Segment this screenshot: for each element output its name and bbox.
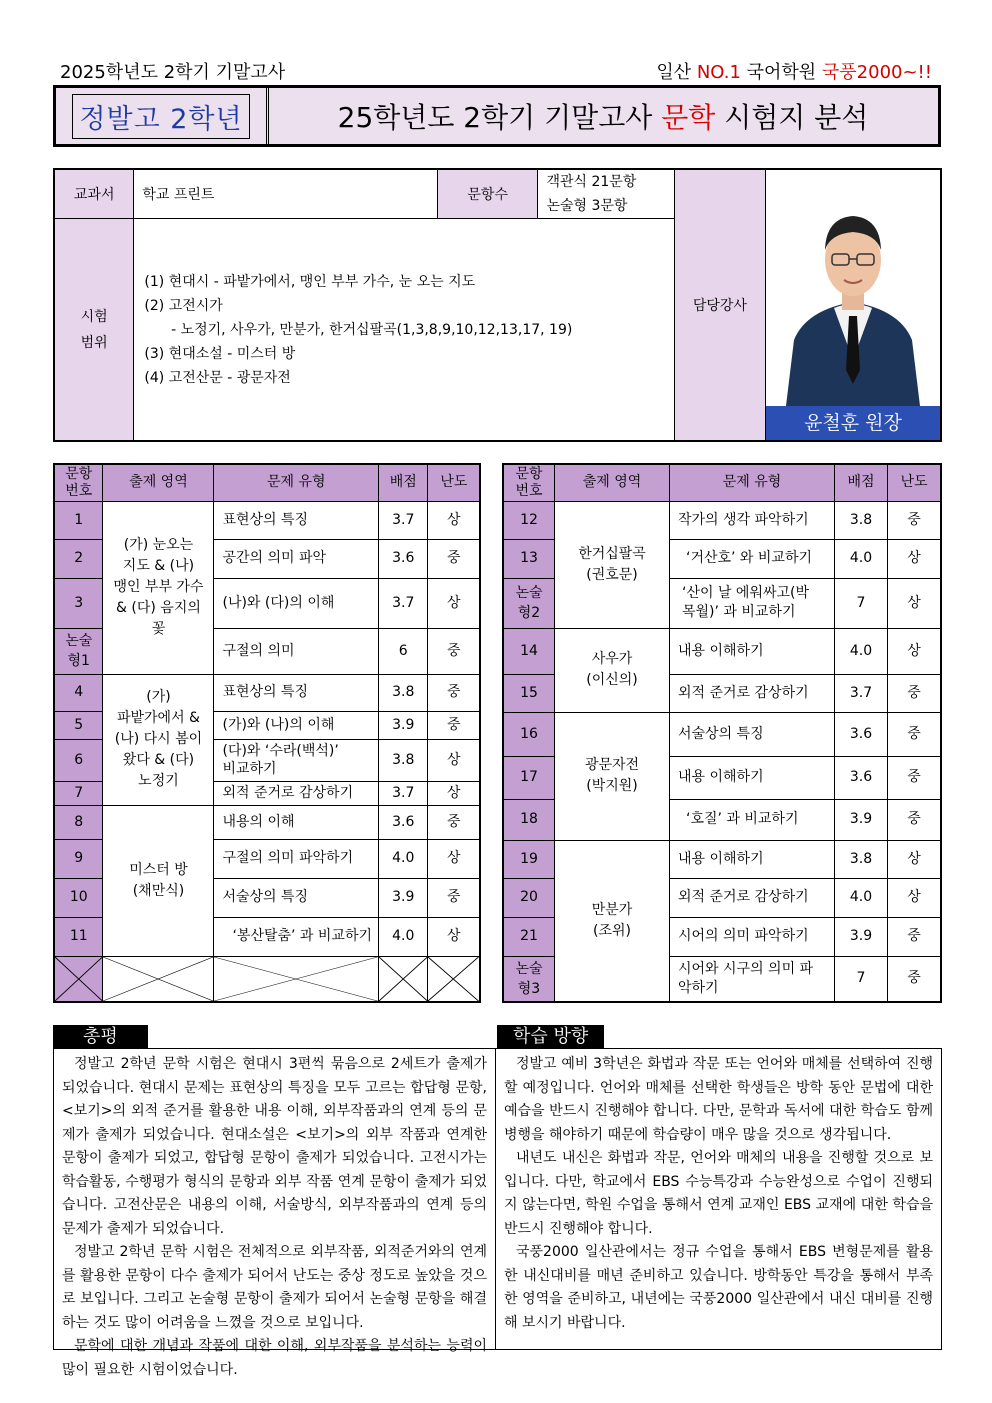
q-type: 공간의 의미 파악 <box>214 539 379 578</box>
summary-text <box>54 1049 496 1378</box>
commentary-box <box>53 1048 942 1378</box>
q-level: 중 <box>888 712 942 756</box>
summary-label: 총평 <box>53 1025 148 1049</box>
title-suffix: 시험지 분석 <box>715 101 869 134</box>
summary-paragraph: 문학에 대한 개념과 작품에 대한 이해, 외부작품을 분석하는 능력이 많이 필요한 시험이었습니다. <box>62 1338 487 1378</box>
q-score: 3.6 <box>835 756 888 799</box>
q-level: 중 <box>888 956 942 1002</box>
q-type: ‘봉산탈춤’ 과 비교하기 <box>214 917 379 956</box>
right-question-table <box>502 463 942 1003</box>
q-type: 서술상의 특징 <box>670 712 835 756</box>
q-score: 3.6 <box>379 805 428 839</box>
range-line: (2) 고전시가 <box>144 297 223 314</box>
range-line: (4) 고전산문 - 광문자전 <box>144 369 291 386</box>
q-type: (다)와 ‘수라(백석)’ 비교하기 <box>214 739 379 781</box>
header-brand: 국풍2000~!! <box>821 62 932 83</box>
q-num: 20 <box>503 878 555 917</box>
q-num: 논술 형1 <box>54 628 103 674</box>
q-num: 6 <box>54 739 103 781</box>
q-level: 중 <box>888 917 942 956</box>
col-header-type: 문제 유형 <box>670 464 835 501</box>
q-area: 광문자전 (박지원) <box>555 712 670 840</box>
q-area: 한거십팔곡 (권호문) <box>555 501 670 628</box>
range-label-2: 범위 <box>80 334 108 351</box>
q-type: ‘산이 날 에워싸고(박 목월)’ 과 비교하기 <box>670 578 835 628</box>
col-header-area: 출제 영역 <box>555 464 670 501</box>
q-num: 3 <box>54 578 103 628</box>
range-line: (1) 현대시 - 파밭가에서, 맹인 부부 가수, 눈 오는 지도 <box>144 273 476 290</box>
q-type: 시어의 의미 파악하기 <box>670 917 835 956</box>
q-type: ‘호질’ 과 비교하기 <box>670 799 835 840</box>
range-line: - 노정기, 사우가, 만분가, 한거십팔곡(1,3,8,9,10,12,13,17, 19) <box>144 321 573 338</box>
q-score: 3.8 <box>835 501 888 539</box>
header-exam-title: 2025학년도 2학기 기말고사 <box>60 62 286 83</box>
title-box <box>53 85 941 147</box>
empty-cell <box>103 956 214 1002</box>
study-paragraph: 내년도 내신은 화법과 작문, 언어와 매체의 내용을 진행할 것으로 보입니다. 다만, 학교에서 EBS 수능특강과 수능완성으로 수업이 진행되지 않는다면, 학원 수업을 통해서 연계 교재인 EBS 교재에 대한 학습을 반드시 진행해야 합니다. <box>504 1150 933 1237</box>
col-header-area: 출제 영역 <box>103 464 214 501</box>
q-type: (가)와 (나)의 이해 <box>214 711 379 739</box>
q-area: 미스터 방 (채만식) <box>103 805 214 956</box>
q-num: 1 <box>54 501 103 539</box>
q-level: 중 <box>428 628 480 674</box>
q-num: 7 <box>54 781 103 805</box>
col-header-num: 문항 번호 <box>503 464 555 501</box>
q-level: 상 <box>428 917 480 956</box>
q-type: ‘거산호’ 와 비교하기 <box>670 539 835 578</box>
q-score: 3.8 <box>379 674 428 711</box>
title-prefix: 25학년도 2학기 기말고사 <box>337 101 662 134</box>
q-type: 구절의 의미 파악하기 <box>214 839 379 878</box>
q-score: 4.0 <box>379 839 428 878</box>
q-level: 중 <box>888 501 942 539</box>
range-line: (3) 현대소설 - 미스터 방 <box>144 345 296 362</box>
q-score: 4.0 <box>835 878 888 917</box>
q-num: 16 <box>503 712 555 756</box>
textbook-label: 교과서 <box>54 169 134 219</box>
header-academy <box>656 58 932 84</box>
col-header-level: 난도 <box>428 464 480 501</box>
study-paragraph: 정발고 예비 3학년은 화법과 작문 또는 언어와 매체를 선택하여 진행할 예정입니다. 언어와 매체를 선택한 학생들은 방학 동안 문법에 대한 예습을 반드시 진행해야 합니다. 다만, 문학과 독서에 대한 학습도 함께 병행을 해야하기 때문에 학습량이 매우 많을 것으로 생각됩니다. <box>504 1056 933 1143</box>
q-num: 2 <box>54 539 103 578</box>
count-line-essay: 논술형 3문항 <box>546 198 628 215</box>
q-type: 서술상의 특징 <box>214 878 379 917</box>
q-level: 중 <box>428 674 480 711</box>
q-level: 중 <box>428 878 480 917</box>
range-label-1: 시험 <box>80 308 108 325</box>
q-level: 중 <box>428 711 480 739</box>
q-score: 4.0 <box>835 628 888 674</box>
count-label: 문항수 <box>437 169 538 219</box>
q-type: 작가의 생각 파악하기 <box>670 501 835 539</box>
q-num: 19 <box>503 840 555 878</box>
q-score: 7 <box>835 578 888 628</box>
q-level: 상 <box>428 739 480 781</box>
q-type: 내용 이해하기 <box>670 628 835 674</box>
q-level: 상 <box>428 839 480 878</box>
teacher-label: 담당강사 <box>674 169 765 441</box>
q-score: 7 <box>835 956 888 1002</box>
study-paragraph: 국풍2000 일산관에서는 정규 수업을 통해서 EBS 변형문제를 활용한 내신대비를 매년 준비하고 있습니다. 방학동안 특강을 통해서 부족한 영역을 준비하고, 내년에는 국풍2000 일산관에서 내신 대비를 진행해 보시기 바랍니다. <box>504 1244 933 1331</box>
col-header-level: 난도 <box>888 464 942 501</box>
q-type: 외적 준거로 감상하기 <box>214 781 379 805</box>
q-level: 상 <box>888 628 942 674</box>
q-num: 9 <box>54 839 103 878</box>
col-header-score: 배점 <box>379 464 428 501</box>
q-type: 내용의 이해 <box>214 805 379 839</box>
q-score: 3.7 <box>379 578 428 628</box>
empty-cell <box>428 956 480 1002</box>
teacher-portrait-image <box>766 170 940 406</box>
textbook-value: 학교 프린트 <box>134 169 438 219</box>
q-level: 중 <box>888 756 942 799</box>
header-right-mid: 국어학원 <box>740 62 822 83</box>
range-content <box>134 219 674 441</box>
q-level: 중 <box>888 799 942 840</box>
q-score: 3.9 <box>835 799 888 840</box>
study-text <box>496 1049 941 1349</box>
q-num: 14 <box>503 628 555 674</box>
page-title <box>268 88 938 144</box>
q-num: 18 <box>503 799 555 840</box>
q-level: 상 <box>428 578 480 628</box>
q-level: 상 <box>888 878 942 917</box>
q-num: 10 <box>54 878 103 917</box>
q-area: (가) 눈오는 지도 & (나) 맹인 부부 가수 & (다) 음지의 꽃 <box>103 501 214 674</box>
header-no1: NO.1 <box>696 62 741 83</box>
teacher-cell <box>765 169 941 441</box>
q-score: 3.9 <box>379 711 428 739</box>
count-line-objective: 객관식 21문항 <box>546 174 637 191</box>
q-score: 3.7 <box>379 781 428 805</box>
teacher-name: 윤철훈 원장 <box>766 406 940 440</box>
col-header-type: 문제 유형 <box>214 464 379 501</box>
q-score: 3.7 <box>835 674 888 712</box>
q-type: 내용 이해하기 <box>670 756 835 799</box>
summary-paragraph: 정발고 2학년 문학 시험은 전체적으로 외부작품, 외적준거와의 연계를 활용한 문항이 다수 출제가 되어서 난도는 중상 정도로 높았을 것으로 보입니다. 그리고 논술형 문항이 출제가 되어서 논술형 문항을 해결하는 것도 많이 어려움을 느꼈을 것으로 보입니다. <box>62 1244 487 1331</box>
col-header-num: 문항 번호 <box>54 464 103 501</box>
q-type: 시어와 시구의 의미 파 악하기 <box>670 956 835 1002</box>
q-score: 4.0 <box>835 539 888 578</box>
q-level: 상 <box>888 840 942 878</box>
q-score: 3.9 <box>835 917 888 956</box>
study-label: 학습 방향 <box>497 1025 604 1049</box>
q-num: 21 <box>503 917 555 956</box>
q-level: 상 <box>428 501 480 539</box>
q-area: (가) 파밭가에서 & (나) 다시 봄이 왔다 & (다) 노정기 <box>103 674 214 805</box>
q-level: 중 <box>428 805 480 839</box>
q-score: 3.8 <box>835 840 888 878</box>
q-score: 3.6 <box>379 539 428 578</box>
header-right-prefix: 일산 <box>656 62 697 83</box>
q-num: 8 <box>54 805 103 839</box>
q-type: 구절의 의미 <box>214 628 379 674</box>
q-type: 외적 준거로 감상하기 <box>670 878 835 917</box>
q-num: 17 <box>503 756 555 799</box>
q-num: 12 <box>503 501 555 539</box>
q-type: 외적 준거로 감상하기 <box>670 674 835 712</box>
exam-info-table <box>53 168 942 442</box>
q-level: 상 <box>888 539 942 578</box>
q-type: 내용 이해하기 <box>670 840 835 878</box>
count-value <box>538 169 674 219</box>
col-header-score: 배점 <box>835 464 888 501</box>
q-num: 논술 형2 <box>503 578 555 628</box>
left-question-table <box>53 463 481 1003</box>
empty-cell <box>54 956 103 1002</box>
q-score: 6 <box>379 628 428 674</box>
q-score: 4.0 <box>379 917 428 956</box>
range-label <box>54 219 134 441</box>
q-num: 11 <box>54 917 103 956</box>
school-label-cell <box>56 88 269 144</box>
q-num: 15 <box>503 674 555 712</box>
q-score: 3.9 <box>379 878 428 917</box>
q-type: (나)와 (다)의 이해 <box>214 578 379 628</box>
q-score: 3.7 <box>379 501 428 539</box>
teacher-photo <box>766 170 940 406</box>
school-label: 정발고 2학년 <box>72 94 249 139</box>
q-level: 상 <box>888 578 942 628</box>
q-level: 중 <box>888 674 942 712</box>
summary-paragraph: 정발고 2학년 문학 시험은 현대시 3편씩 묶음으로 2세트가 출제가 되었습니다. 현대시 문제는 표현상의 특징을 모두 고르는 합답형 문항, <보기>의 외적 준거를 활용한 내용 이해, 외부작품과의 연계 등의 문제가 출제가 되었습니다. 현대소설은 <보기>의 외부 작품과 연계한 문항이 출제가 되었고, 합답형 문항이 출제가 되었습니다. 고전시가는 학습활동, 수행평가 형식의 문항과 외부 작품 연계 문항이 출제가 되었습니다. 고전산문은 내용의 이해, 서술방식, 외부작품과의 연계 등의 문제가 출제가 되었습니다. <box>62 1056 487 1237</box>
q-num: 5 <box>54 711 103 739</box>
q-score: 3.6 <box>835 712 888 756</box>
q-num: 논술 형3 <box>503 956 555 1002</box>
q-num: 4 <box>54 674 103 711</box>
q-area: 사우가 (이신의) <box>555 628 670 712</box>
q-level: 상 <box>428 781 480 805</box>
q-type: 표현상의 특징 <box>214 674 379 711</box>
empty-cell <box>214 956 379 1002</box>
q-area: 만분가 (조위) <box>555 840 670 1002</box>
q-num: 13 <box>503 539 555 578</box>
q-type: 표현상의 특징 <box>214 501 379 539</box>
q-score: 3.8 <box>379 739 428 781</box>
empty-cell <box>379 956 428 1002</box>
q-level: 중 <box>428 539 480 578</box>
title-subject: 문학 <box>661 101 716 134</box>
